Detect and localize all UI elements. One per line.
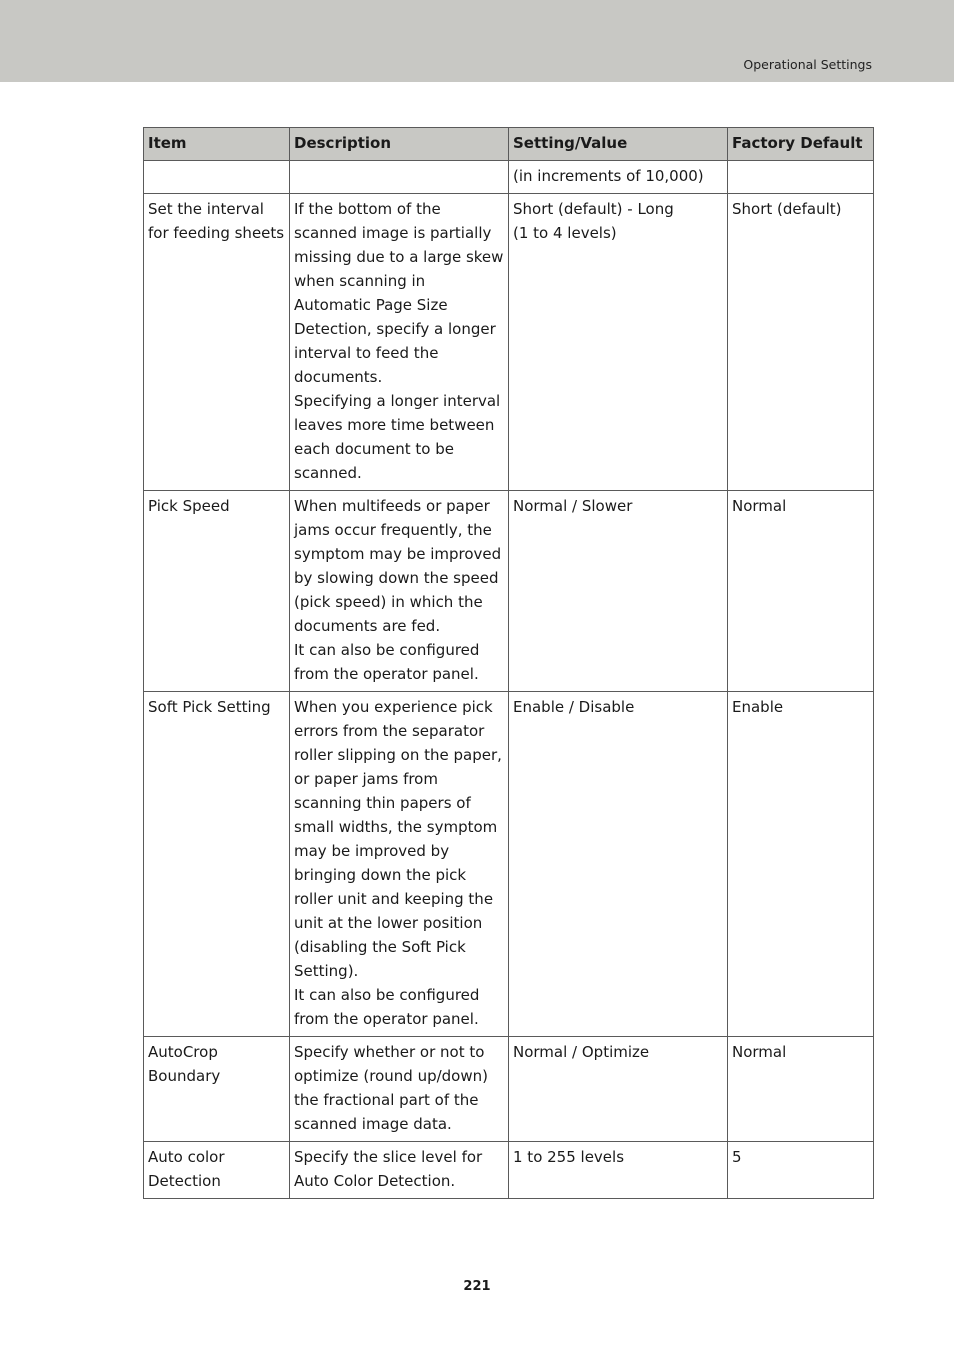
description-text: Specifying a longer interval leaves more time between each document to be scanned.	[294, 392, 501, 482]
page-number: 221	[463, 1279, 491, 1294]
setting-text: Short (default) - Long	[513, 200, 674, 218]
setting-text: (1 to 4 levels)	[513, 224, 617, 242]
setting-cell	[509, 692, 728, 1037]
setting-text: (in increments of 10,000)	[513, 167, 704, 185]
setting-cell	[509, 194, 728, 491]
description-text: It can also be configured from the operator panel.	[294, 986, 480, 1028]
default-cell: Normal	[728, 1037, 874, 1142]
setting-cell	[509, 1037, 728, 1142]
description-text: Specify the slice level for Auto Color Detection.	[294, 1148, 483, 1190]
table-row	[144, 1142, 874, 1199]
item-cell	[144, 161, 290, 194]
description-text: Specify whether or not to optimize (round up/down) the fractional part of the scanned image data.	[294, 1043, 488, 1133]
description-cell	[290, 194, 509, 491]
item-cell: Set the interval for feeding sheets	[144, 194, 290, 491]
description-cell	[290, 1037, 509, 1142]
section-title: Operational Settings	[743, 57, 872, 72]
table-row	[144, 692, 874, 1037]
setting-text: Normal / Optimize	[513, 1043, 650, 1061]
default-cell: 5	[728, 1142, 874, 1199]
item-cell: Soft Pick Setting	[144, 692, 290, 1037]
table-row	[144, 194, 874, 491]
description-text: If the bottom of the scanned image is partially missing due to a large skew when scanning in Automatic Page Size Detection, specify a longer interval to feed the documents.	[294, 200, 504, 386]
column-header-factory-default: Factory Default	[728, 128, 874, 161]
default-cell: Enable	[728, 692, 874, 1037]
setting-text: 1 to 255 levels	[513, 1148, 625, 1166]
settings-table	[143, 127, 874, 1199]
item-cell: AutoCrop Boundary	[144, 1037, 290, 1142]
setting-text: Enable / Disable	[513, 698, 635, 716]
table-row	[144, 491, 874, 692]
default-cell: Normal	[728, 491, 874, 692]
item-cell: Pick Speed	[144, 491, 290, 692]
default-cell: Short (default)	[728, 194, 874, 491]
table-header-row	[144, 128, 874, 161]
setting-cell	[509, 1142, 728, 1199]
description-text: When you experience pick errors from the separator roller slipping on the paper, or paper jams from scanning thin papers of small widths, the symptom may be improved by bringing down the pick roller unit and keeping the unit at the lower position (disabling the Soft Pick Setting).	[294, 698, 502, 980]
item-cell: Auto color Detection	[144, 1142, 290, 1199]
column-header-description: Description	[290, 128, 509, 161]
setting-cell	[509, 491, 728, 692]
header-band	[0, 0, 954, 82]
default-cell	[728, 161, 874, 194]
description-text: It can also be configured from the operator panel.	[294, 641, 480, 683]
setting-text: Normal / Slower	[513, 497, 633, 515]
description-cell	[290, 161, 509, 194]
table-row	[144, 161, 874, 194]
column-header-setting-value: Setting/Value	[509, 128, 728, 161]
description-cell	[290, 491, 509, 692]
setting-cell	[509, 161, 728, 194]
description-cell	[290, 1142, 509, 1199]
description-text: When multifeeds or paper jams occur frequently, the symptom may be improved by slowing down the speed (pick speed) in which the documents are fed.	[294, 497, 502, 635]
column-header-item: Item	[144, 128, 290, 161]
description-cell	[290, 692, 509, 1037]
table-row	[144, 1037, 874, 1142]
